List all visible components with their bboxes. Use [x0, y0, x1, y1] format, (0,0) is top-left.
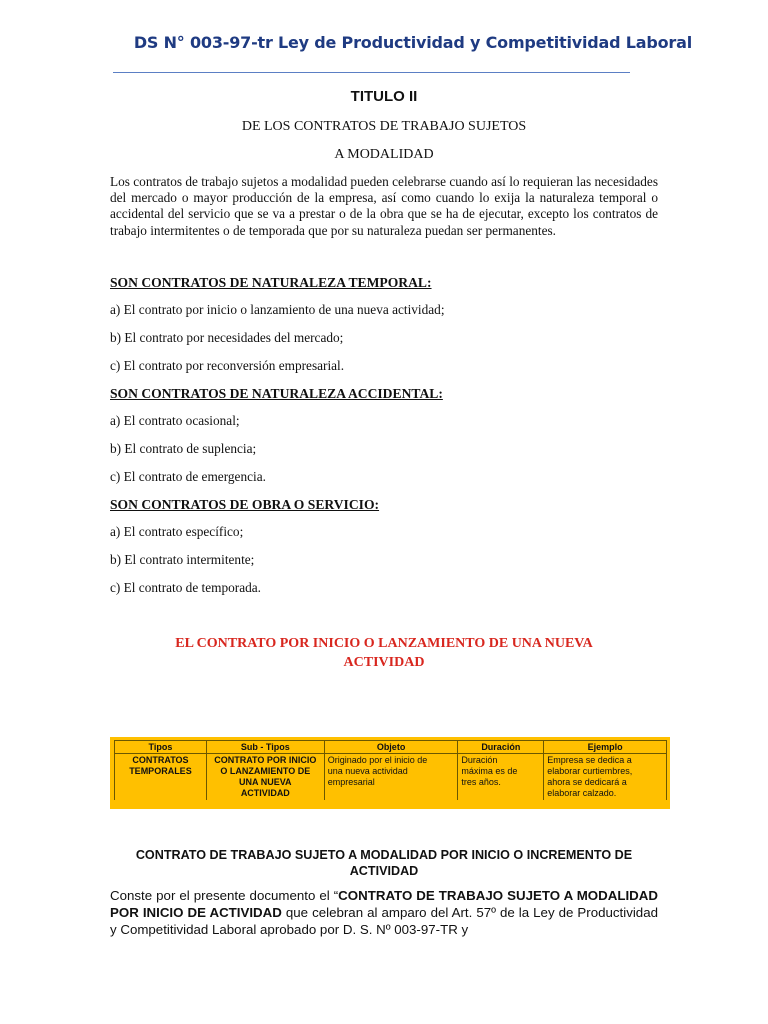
- titulo-heading: TITULO II: [350, 88, 418, 105]
- table-header-tipos: Tipos: [115, 741, 207, 754]
- subtitle-line-1: DE LOS CONTRATOS DE TRABAJO SUJETOS: [241, 119, 527, 134]
- list-item: c) El contrato de temporada.: [110, 580, 261, 595]
- table-cell-tipos: CONTRATOS TEMPORALES: [115, 754, 207, 801]
- list-item: b) El contrato intermitente;: [110, 552, 255, 567]
- section-heading-accidental: SON CONTRATOS DE NATURALEZA ACCIDENTAL:: [110, 386, 443, 401]
- table-cell-objeto: Originado por el inicio de una nueva actividad empresarial: [324, 754, 458, 801]
- table-header-objeto: Objeto: [324, 741, 458, 754]
- table-cell-duracion: Duración máxima es de tres años.: [458, 754, 544, 801]
- subtitle-line-2: A MODALIDAD: [334, 147, 434, 162]
- contract-name-bold: CONTRATO DE TRABAJO SUJETO A MODALIDAD POR INICIO DE ACTIVIDAD: [110, 888, 658, 920]
- section-heading-temporal: SON CONTRATOS DE NATURALEZA TEMPORAL:: [110, 275, 432, 290]
- contract-title: CONTRATO DE TRABAJO SUJETO A MODALIDAD POR INICIO O INCREMENTO DE ACTIVIDAD: [135, 848, 633, 878]
- red-heading-line-1: EL CONTRATO POR INICIO O LANZAMIENTO DE UNA NUEVA: [175, 636, 593, 651]
- table-header-ejemplo: Ejemplo: [544, 741, 667, 754]
- section-heading-obra-servicio: SON CONTRATOS DE OBRA O SERVICIO:: [110, 497, 380, 512]
- contract-body: Conste por el presente documento el “CONTRATO DE TRABAJO SUJETO A MODALIDAD POR INICIO DE ACTIVIDAD que celebran al amparo del Art. 57º de la Ley de Productividad y Competitividad Laboral aprobado por D. S. Nº 003-97-TR y: [110, 888, 658, 937]
- header-rule: [113, 72, 630, 73]
- list-item: a) El contrato específico;: [110, 524, 244, 539]
- table-header-duracion: Duración: [458, 741, 544, 754]
- red-heading-line-2: ACTIVIDAD: [343, 655, 425, 670]
- table-cell-subtipos: CONTRATO POR INICIO O LANZAMIENTO DE UNA NUEVA ACTIVIDAD: [206, 754, 324, 801]
- list-item: b) El contrato de suplencia;: [110, 441, 257, 456]
- header-title: DS N° 003-97-tr Ley de Productividad y Competitividad Laboral: [133, 33, 692, 52]
- table-cell-ejemplo: Empresa se dedica a elaborar curtiembres, ahora se dedicará a elaborar calzado.: [544, 754, 667, 801]
- list-item: a) El contrato por inicio o lanzamiento de una nueva actividad;: [110, 302, 445, 317]
- list-item: b) El contrato por necesidades del mercado;: [110, 330, 344, 345]
- list-item: c) El contrato de emergencia.: [110, 469, 266, 484]
- list-item: a) El contrato ocasional;: [110, 413, 240, 428]
- list-item: c) El contrato por reconversión empresarial.: [110, 358, 345, 373]
- intro-paragraph: Los contratos de trabajo sujetos a modalidad pueden celebrarse cuando así lo requieran las necesidades del mercado o mayor producción de la empresa, así como cuando lo exija la naturaleza temporal o accidental del servicio que se va a prestar o de la obra que se ha de ejecutar, excepto los contratos de trabajo intermitentes o de temporada que por su naturaleza puedan ser permanentes.: [110, 174, 658, 238]
- table-row: [115, 754, 667, 801]
- table-header-subtipos: Sub - Tipos: [206, 741, 324, 754]
- contract-types-table: [110, 737, 670, 809]
